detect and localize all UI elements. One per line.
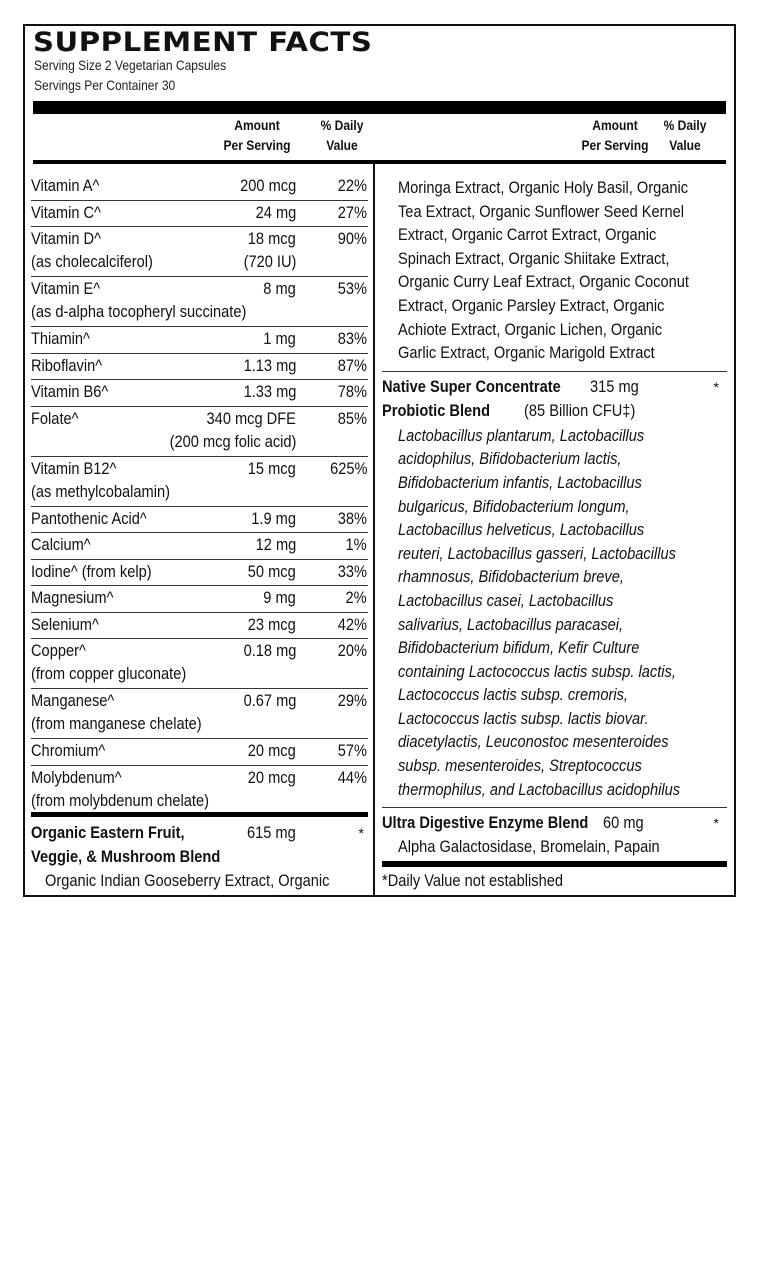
enzyme-blend-row: Ultra Digestive Enzyme Blend 60 mg * xyxy=(382,813,719,833)
fruit-veggie-blend-row: Organic Eastern Fruit, Veggie, & Mushroom Blend 615 mg * xyxy=(31,822,364,866)
nutrient-row: Thiamin^ 1 mg 83% xyxy=(31,327,368,354)
servings-per-container: Servings Per Container 30 xyxy=(34,77,176,93)
nutrient-row: Vitamin E^ 8 mg 53% (as d-alpha tocopheryl succinate) xyxy=(31,277,368,327)
nutrient-row: Selenium^ 23 mcg 42% xyxy=(31,613,368,640)
nutrient-row: Riboflavin^ 1.13 mg 87% xyxy=(31,354,368,381)
header-rule xyxy=(33,160,726,164)
daily-value-header-right: % Daily Value xyxy=(663,117,707,153)
nutrient-list xyxy=(31,174,368,893)
nutrient-row: Copper^ 0.18 mg 20% (from copper gluconate) xyxy=(31,639,368,689)
daily-value-footnote: *Daily Value not established xyxy=(382,870,563,890)
probiotic-strains: Lactobacillus plantarum, Lactobacillus acidophilus, Bifidobacterium lactis, Bifidobacterium infantis, Lactobacillus bulgaricus, Bifidobacterium longum, Lactobacillus helveticus, Lactobacillus reuteri, Lactobacillus gasseri, Lactobacillus rhamnosus, Bifidobacterium breve, Lactobacillus casei, Lactobacillus salivarius, Lactobacillus paracasei, Bifidobacterium bifidum, Kefir Culture containing Lactococcus lactis subsp. lactis, Lactococcus lactis subsp. cremoris, Lactococcus lactis subsp. lactis biovar. diacetylactis, Leuconostoc mesenteroides subsp. mesenteroides, Streptococcus thermophilus, and Lactobacillus acidophilus xyxy=(382,423,727,809)
nutrient-row: Pantothenic Acid^ 1.9 mg 38% xyxy=(31,507,368,534)
probiotic-blend-row-2: Probiotic Blend (85 Billion CFU‡) xyxy=(382,400,636,420)
nutrient-row: Vitamin A^ 200 mcg 22% xyxy=(31,174,368,201)
nutrient-row: Vitamin B12^ 15 mcg 625% (as methylcobalamin) xyxy=(31,457,368,507)
supplement-facts-panel xyxy=(23,24,736,897)
nutrient-row: Molybdenum^ 20 mcg 44% (from molybdenum chelate) xyxy=(31,766,368,817)
nutrient-row: Folate^ 340 mcg DFE 85% (200 mcg folic acid) xyxy=(31,407,368,457)
nutrient-row: Vitamin C^ 24 mg 27% xyxy=(31,201,368,228)
serving-size: Serving Size 2 Vegetarian Capsules xyxy=(34,57,227,73)
nutrient-row: Iodine^ (from kelp) 50 mcg 33% xyxy=(31,560,368,587)
nutrient-row: Vitamin B6^ 1.33 mg 78% xyxy=(31,380,368,407)
blend-details xyxy=(382,174,727,893)
thick-divider xyxy=(33,101,726,114)
enzyme-ingredients: Alpha Galactosidase, Bromelain, Papain xyxy=(382,835,727,867)
nutrient-row: Magnesium^ 9 mg 2% xyxy=(31,586,368,613)
column-divider xyxy=(373,163,375,895)
nutrient-row: Chromium^ 20 mcg 57% xyxy=(31,739,368,766)
nutrient-row: Calcium^ 12 mg 1% xyxy=(31,533,368,560)
amount-header-left: Amount Per Serving xyxy=(223,117,291,153)
nutrient-row: Vitamin D^ 18 mcg 90% (as cholecalciferol) (720 IU) xyxy=(31,227,368,277)
amount-header-right: Amount Per Serving xyxy=(581,117,649,153)
fruit-blend-ingredients: Moringa Extract, Organic Holy Basil, Organic Tea Extract, Organic Sunflower Seed Kernel Extract, Organic Carrot Extract, Organic Spinach Extract, Organic Shiitake Extract, Organic Curry Leaf Extract, Organic Coconut Extract, Organic Parsley Extract, Organic Achiote Extract, Organic Lichen, Organic Garlic Extract, Organic Marigold Extract xyxy=(382,174,727,372)
panel-title: SUPPLEMENT FACTS xyxy=(33,27,373,58)
fruit-blend-ingredients-start: Organic Indian Gooseberry Extract, Organic xyxy=(45,870,330,890)
daily-value-header-left: % Daily Value xyxy=(320,117,364,153)
nutrient-row: Manganese^ 0.67 mg 29% (from manganese chelate) xyxy=(31,689,368,739)
probiotic-blend-row: Native Super Concentrate 315 mg * xyxy=(382,376,719,396)
